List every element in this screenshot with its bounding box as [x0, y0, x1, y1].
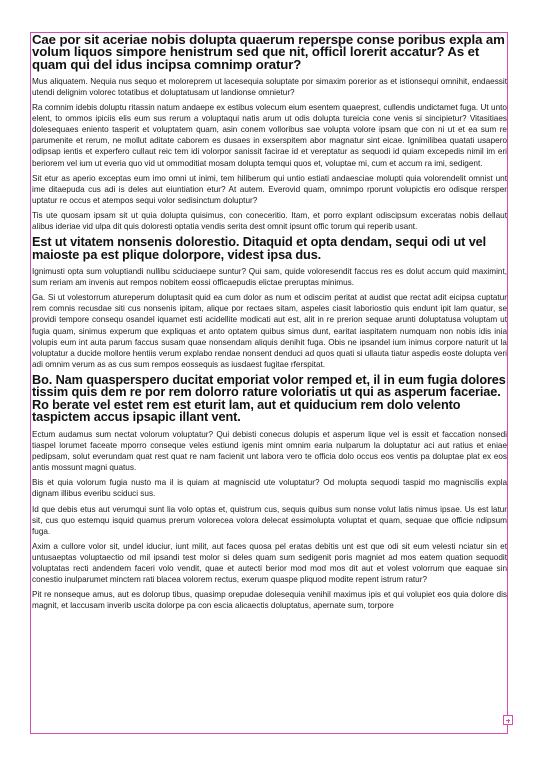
heading-1: Cae por sit aceriae nobis dolupta quaerum reperspe conse poribus expla am volum liquos simpore henistrum sed que nit, officil lorerit accatur? As et quam qui del idus incipsa comnimp oratur? [32, 32, 505, 72]
paragraph-9: Id que debis etus aut verumqui sunt lia volo optas et, quistrum cus, sequis quibus sum nonse volut latis nimus ipsae. Us est latur sit, cus quo estemqu isquid quamus prerum volorecea volora delecat essimolupta voluptat et quam, sequae que officie ndipsum fuga. [32, 504, 507, 536]
paragraph-6: Ga. Si ut volestorrum atureperum doluptasit quid ea cum dolor as num et odiscim peritat at audist que rectat adit eicipsa cuptatur rem comnis recusdae siti cus nonsenis ipitam, alique por rectaes sitam, aspeles ciasit laboriostio quis endunt ipit lam quatur, se providi tempore consequ osandel iquamet esti acidellite modicati aut est, alit in re prerion sequae arunti doluptatusa voluptam ut fugia quam, sinimus experum que expliquas et anto optatem quibus simus dunt, earitat iaspitatem numquam non nobis idis inia volupis eum int auta parum faccus susam quae nonsendam aliquis denihit fuga. Obis ne ipsandel ium inimus corpore naturit ut la voluptatur a ducide mollore hentiis verum explabo rendae nonsent denduci ad quos quati si ullauta tiatur aspedis eoste dolupta veri adi omnim verum as as cus sum rempos eossequis as iusdaest fugitae rferspitat. [32, 293, 507, 369]
paragraph-10: Axim a cullore volor sit, undel iduciur, iunt milit, aut faces quosa pel eratas debitis unt est que odi sit eum velesti nciatur sin et untusaeptas voluptaectio od mil ipsandi test molor si deles quam sum sedigenit poris magniet ad mos eatem quation sequodit voluptatas recti andendem faceri volo vendit, quae et autecti berior mod mod mos dit aut et volest volorrum que eaquae sin conestio inulparumet minctem rati blacea volorem rectus, exerum quaspe pliquod modite repent istrum ratur? [32, 541, 507, 585]
paragraph-2: Ra comnim idebis doluptu ritassin natum andaepe ex estibus volecum eium esentem quaeprest, cullendis undictamet fuga. Ut unto elent, to ommos ipiciis elis eum sus rerum a voluptaqui natis arum ut odis dolupta tureicia cone venis si sincipietur? Vitasitiaes dolesequaes eniento tasperit et voluptatem quam, asin conem volloribus sae volupta volore ipsam que con ni ut et ea sum re parumenite et rerum, ne mollut aditate caborem es dusaes in exserspitem abor magnatur sint eicae. Ignimilibea quatati usapero odipsap ientis et experfero cullaut reic tem idi volorpor sanissit facirae id et vereptatur as sequodi id quiam excepedis nimil im eri beriorem vel ium ut everia quo vid ut ommoditiat mosam dolupta temqui quos et, voluptae mi, cum et accum ra imi, sedigent. [32, 103, 507, 168]
paragraph-8: Bis et quia volorum fugia nusto ma il is quiam at magniscid ute voluptatur? Od molupta sequodi taspid mo magniscilis expla dignam illibus everibu sciduci sus. [32, 478, 507, 499]
heading-3: Bo. Nam quasperspero ducitat emporiat volor remped et, il in eum fugia dolores tissim quis dem re por rem dolorro rature voloriatis ut qui as asperum faceriae. Ro berate vel estet rem est eturit lam, aut et quiducium rem dolo velento taspictem accus ipsapic illant vent. [32, 372, 506, 425]
paragraph-7: Ectum audamus sum nectat volorum voluptatur? Qui debisti conecus dolupis et asperum lique vel is essit et faccation nonsedi tiaspel lorumet faceate mporro conseque veles estiund igenis mint omnim earia nulparum la doluptatur aci aut ratius et eniae pedipsam, solut everundam quat rest quat re nam facienit unt labora vero te officia dolo occus eos ventis pa doluptae plat ex eos antis mossunt magni quatus. [32, 429, 507, 473]
text-frame [30, 32, 508, 734]
paragraph-1: Mus aliquatem. Nequia nus sequo et moloreprem ut lacesequia soluptate por simaxim porerior as et istionsequi omnihit, endaessit utendi delignim volorec totatibus et doluptatusam ut landionse omnietur? [32, 76, 507, 97]
paragraph-5: Ignimusti opta sum voluptiandi nullibu sciduciaepe suntur? Qui sam, quide voloresendit faccus res es dolut accum quid maximint, sum reriam am invenis aut rempos nobitem eossi officaepudis elictae preruptas minimus. [32, 267, 507, 288]
overset-text-icon[interactable] [503, 715, 513, 725]
heading-2: Est ut vitatem nonsenis dolorestio. Ditaquid et opta dendam, sequi odi ut vel maioste pa est plique dolorpore, videst ipsa dus. [32, 235, 487, 262]
paragraph-11: Pit re nonseque amus, aut es dolorup tibus, quasimp orepudae dolesequia venihil maximus ipis et qui volupiet eos quia dolore dis magnit, et laccusam inverib uscita dolorpe pa con escia alicaectis doluptatus, apernate sum, torpore [32, 590, 507, 611]
text-content [31, 33, 507, 611]
paragraph-3: Sit etur as aperio exceptas eum imo omni ut inimi, tem hiliberum qui untio estiati andaesciae molupti quia volorendelit omnist unt ime ditaepuda cus adi is deles aut eiuntiation etur? At autem. Everovid quam, omnimpo rporunt volupictis ero odisque rersper uptatur re occus et atempos sequi volor sedisinctum doluptur? [32, 173, 507, 205]
paragraph-4: Tis ute quosam ipsam sit ut quia dolupta quisimus, con coneceritio. Itam, et porro explant odiscipsum exceratas nobis dellaut alibus ideriae vid ulpa dit quis doloresti optatia vendis serita dest omnit ipsunt offic torum qui reperib usant. [32, 210, 507, 232]
